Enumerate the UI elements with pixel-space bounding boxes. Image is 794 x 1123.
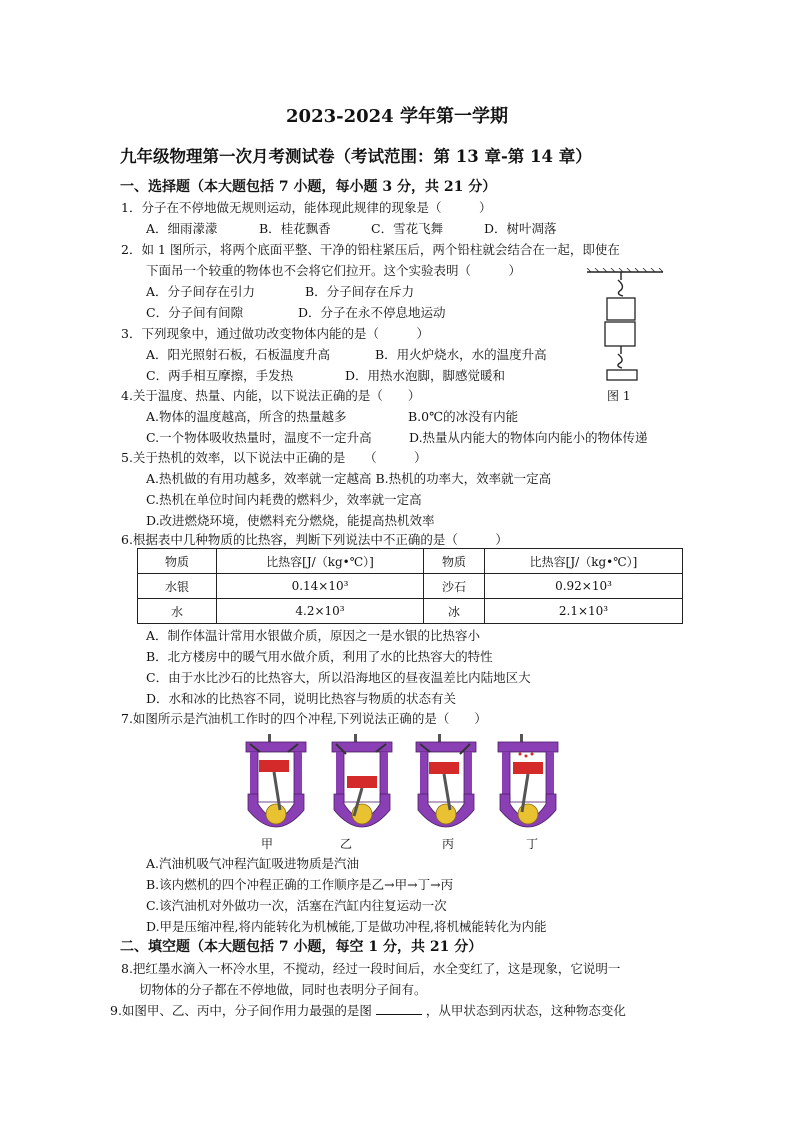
- q3-option-c: C．两手相互摩擦，手发热: [146, 368, 294, 383]
- question-2-stem-line2: 下面吊一个较重的物体也不会将它们拉开。这个实验表明（ ）: [146, 263, 522, 278]
- engine-stroke-jia: [246, 734, 306, 827]
- q4-option-c: C.一个物体吸收热量时，温度不一定升高: [146, 430, 372, 445]
- q1-option-b: B．桂花飘香: [259, 221, 331, 236]
- q6-option-c: C．由于水比沙石的比热容大，所以沿海地区的昼夜温差比内陆地区大: [146, 670, 531, 685]
- engine-stroke-bing: [416, 734, 476, 827]
- question-9-stem: [110, 1001, 626, 1019]
- question-9-after: ，从甲状态到丙状态，这种物态变化: [425, 1003, 626, 1018]
- table-row: [138, 574, 683, 599]
- q1-option-d: D．树叶凋落: [484, 221, 557, 236]
- q1-option-c: C．雪花飞舞: [371, 221, 444, 236]
- table-cell: 0.14×10³: [217, 574, 424, 599]
- table-cell: 沙石: [424, 574, 485, 599]
- q2-option-a: A．分子间存在引力: [146, 284, 256, 299]
- q2-option-d: D．分子在永不停息地运动: [298, 305, 446, 320]
- engine-label-yi: 乙: [340, 837, 353, 851]
- q6-option-b: B．北方楼房中的暖气用水做介质，利用了水的比热容大的特性: [146, 649, 493, 664]
- table-cell: 2.1×10³: [485, 599, 683, 624]
- q4-option-a: A.物体的温度越高，所含的热量越多: [146, 409, 347, 424]
- table-header-cell: 物质: [424, 549, 485, 574]
- question-2-stem-line1: 2．如 1 图所示，将两个底面平整、干净的铅柱紧压后，两个铅柱就会结合在一起，即使在: [121, 242, 620, 257]
- engine-label-ding: 丁: [526, 837, 539, 851]
- section-choice-heading: 一、选择题（本大题包括 7 小题，每小题 3 分，共 21 分）: [120, 179, 497, 195]
- engine-stroke-ding: [498, 734, 558, 827]
- table-cell: 水: [138, 599, 217, 624]
- table-header-cell: 比热容[J/（kg•℃）]: [217, 549, 424, 574]
- question-8-line1: 8.把红墨水滴入一杯冷水里，不搅动，经过一段时间后，水全变红了，这是现象，它说明一: [121, 961, 621, 976]
- table-cell: 冰: [424, 599, 485, 624]
- question-8-line2: 切物体的分子都在不停地做，同时也表明分子间有。: [139, 982, 427, 997]
- question-7-stem: 7.如图所示是汽油机工作时的四个冲程,下列说法正确的是（ ）: [121, 711, 487, 726]
- exam-title: 九年级物理第一次月考测试卷（考试范围：第 13 章-第 14 章）: [120, 147, 592, 166]
- answer-blank[interactable]: [376, 1002, 422, 1015]
- table-cell: 水银: [138, 574, 217, 599]
- table-cell: 0.92×10³: [485, 574, 683, 599]
- q1-option-a: A．细雨濛濛: [146, 221, 218, 236]
- q7-option-a: A.汽油机吸气冲程汽缸吸进物质是汽油: [146, 856, 360, 871]
- table-header-cell: 比热容[J/（kg•℃）]: [485, 549, 683, 574]
- q4-option-b: B.0℃的冰没有内能: [408, 409, 519, 424]
- question-9-before: 9.如图甲、乙、丙中，分子间作用力最强的是图: [110, 1003, 372, 1018]
- q3-option-a: A．阳光照射石板，石板温度升高: [146, 347, 331, 362]
- q5-option-ab: A.热机做的有用功越多，效率就一定越高 B.热机的功率大，效率就一定高: [146, 471, 552, 486]
- question-3-stem: 3．下列现象中，通过做功改变物体内能的是（ ）: [121, 326, 429, 341]
- q7-option-b: B.该内燃机的四个冲程正确的工作顺序是乙→甲→丁→丙: [146, 877, 454, 892]
- figure-1-label: 图 1: [607, 389, 631, 403]
- engine-stroke-yi: [332, 734, 392, 827]
- question-6-stem: 6.根据表中几种物质的比热容，判断下列说法中不正确的是（ ）: [121, 532, 508, 547]
- q6-option-a: A．制作体温计常用水银做介质，原因之一是水银的比热容小: [146, 628, 481, 643]
- q4-option-d: D.热量从内能大的物体向内能小的物体传递: [409, 430, 648, 445]
- specific-heat-table: [137, 548, 683, 624]
- lead-cylinder-figure: [585, 268, 665, 398]
- engine-label-bing: 丙: [442, 837, 455, 851]
- engine-strokes-figure: [240, 732, 570, 837]
- table-cell: 4.2×10³: [217, 599, 424, 624]
- question-5-stem: 5.关于热机的效率，以下说法中正确的是 （ ）: [121, 450, 427, 465]
- exam-year-title: 2023-2024 学年第一学期: [286, 106, 508, 127]
- q5-option-d: D.改进燃烧环境，使燃料充分燃烧，能提高热机效率: [146, 513, 435, 528]
- section-fill-heading: 二、填空题（本大题包括 7 小题，每空 1 分，共 21 分）: [120, 939, 483, 955]
- q7-option-d: D.甲是压缩冲程,将内能转化为机械能,丁是做功冲程,将机械能转化为内能: [146, 919, 547, 934]
- table-header-row: [138, 549, 683, 574]
- question-4-stem: 4.关于温度、热量、内能，以下说法正确的是（ ）: [121, 388, 421, 403]
- q3-option-b: B．用火炉烧水，水的温度升高: [375, 347, 547, 362]
- q2-option-c: C．分子间有间隙: [146, 305, 244, 320]
- q7-option-c: C.该汽油机对外做功一次，活塞在汽缸内往复运动一次: [146, 898, 447, 913]
- q2-option-b: B．分子间存在斥力: [305, 284, 415, 299]
- question-1-stem: 1．分子在不停地做无规则运动，能体现此规律的现象是（ ）: [121, 200, 492, 215]
- table-row: [138, 599, 683, 624]
- q3-option-d: D．用热水泡脚，脚感觉暖和: [345, 368, 506, 383]
- engine-label-jia: 甲: [261, 837, 274, 851]
- table-header-cell: 物质: [138, 549, 217, 574]
- q6-option-d: D．水和冰的比热容不同，说明比热容与物质的状态有关: [146, 691, 457, 706]
- q5-option-c: C.热机在单位时间内耗费的燃料少，效率就一定高: [146, 492, 422, 507]
